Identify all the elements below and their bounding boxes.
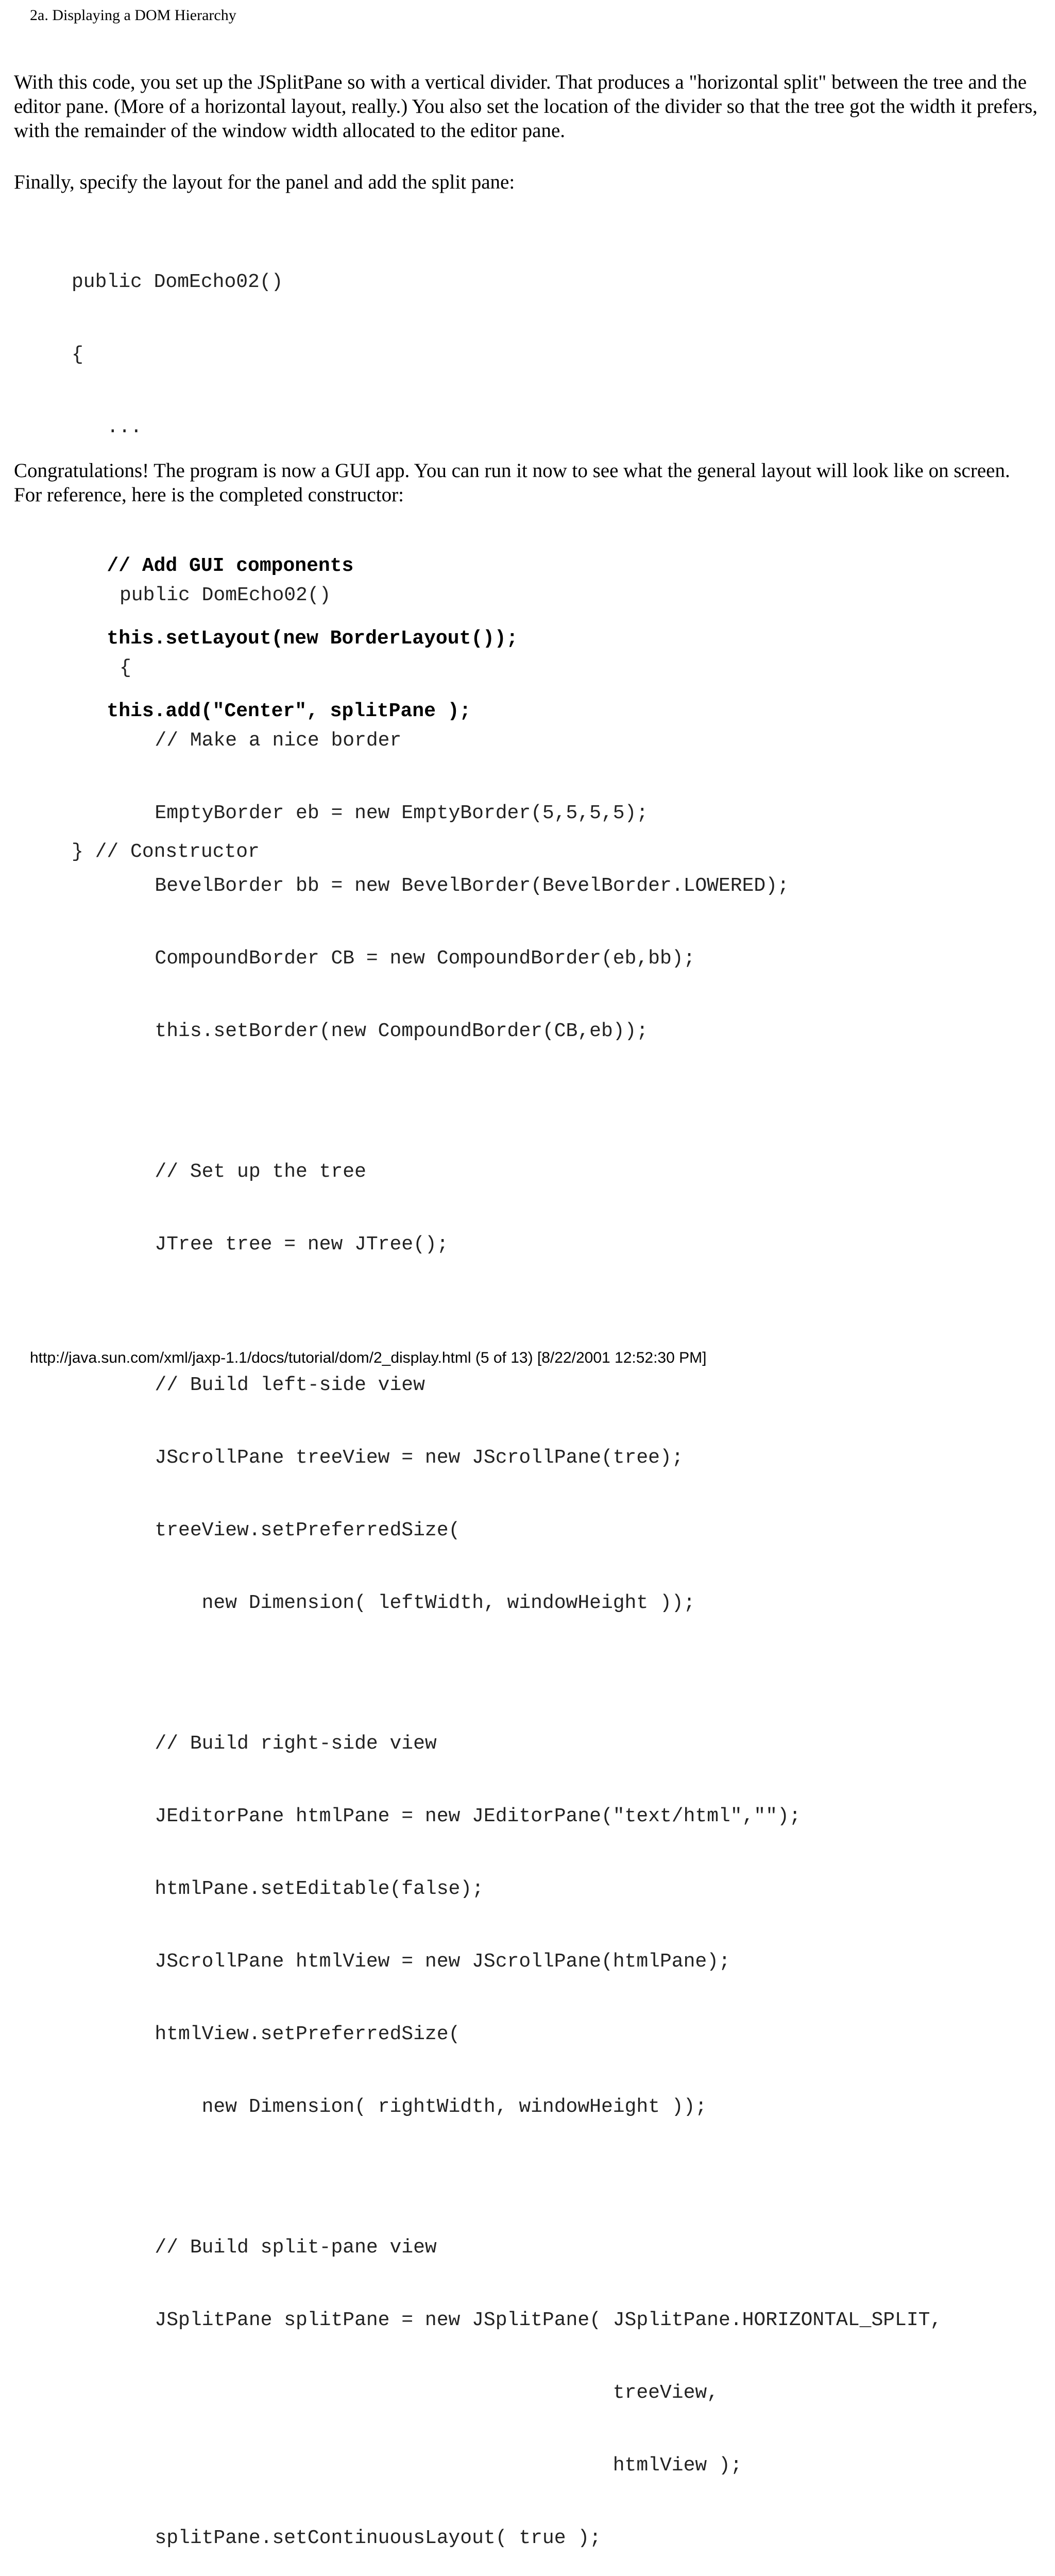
code-line-bold: this.add("Center", splitPane ); (72, 700, 471, 722)
code-line: public DomEcho02() (120, 584, 331, 606)
intro-paragraph: With this code, you set up the JSplitPane so with a vertical divider. That produces a "horizontal split" between the tree and the editor pane. (More of a horizontal layout, really.) You also set the location of the divider so that the tree got the width it prefers, with the remainder of the window width allocated to the editor pane. (14, 71, 1038, 142)
code-line: new Dimension( leftWidth, windowHeight )); (120, 1592, 695, 1614)
code-line: // Make a nice border (120, 730, 402, 752)
code-line: treeView.setPreferredSize( (120, 1519, 461, 1541)
code-line: public DomEcho02() (72, 271, 283, 293)
code-line: htmlPane.setEditable(false); (120, 1878, 484, 1900)
code-line-blank (120, 1092, 942, 1111)
code-line: // Build left-side view (120, 1374, 425, 1396)
code-line: htmlView.setPreferredSize( (120, 2023, 461, 2045)
code-line: splitPane.setContinuousLayout( true ); (120, 2527, 601, 2549)
congratulations-paragraph: Congratulations! The program is now a GUI app. You can run it now to see what the general layout will look like on screen. For reference, here is the completed constructor: (14, 460, 1010, 506)
code-line: htmlView ); (120, 2454, 742, 2477)
code-line: CompoundBorder CB = new CompoundBorder(eb,bb); (120, 947, 695, 970)
code-line: } // Constructor (72, 841, 260, 863)
code-line: JEditorPane htmlPane = new JEditorPane("text/html",""); (120, 1805, 801, 1827)
page-header-title: 2a. Displaying a DOM Hierarchy (30, 7, 236, 24)
code-block-constructor (120, 535, 942, 2576)
code-line: // Build right-side view (120, 1733, 437, 1755)
code-line-blank (120, 1664, 942, 1683)
code-line-blank (120, 2167, 942, 2187)
code-line: JTree tree = new JTree(); (120, 1233, 449, 1256)
code-line: { (72, 344, 83, 366)
code-line: new Dimension( rightWidth, windowHeight )); (120, 2096, 707, 2118)
code-line: // Set up the tree (120, 1161, 366, 1183)
code-line: BevelBorder bb = new BevelBorder(BevelBorder.LOWERED); (120, 875, 789, 897)
code-line: JScrollPane htmlView = new JScrollPane(htmlPane); (120, 1951, 730, 1973)
code-line: treeView, (120, 2382, 719, 2404)
code-line: JSplitPane splitPane = new JSplitPane( JSplitPane.HORIZONTAL_SPLIT, (120, 2309, 942, 2331)
code-line: ... (72, 416, 142, 438)
code-line: JScrollPane treeView = new JScrollPane(tree); (120, 1447, 684, 1469)
footer-url: http://java.sun.com/xml/jaxp-1.1/docs/tutorial/dom/2_display.html (5 of 13) [8/22/2001 12:52:30 PM] (30, 1349, 707, 1366)
code-line-bold: this.setLayout(new BorderLayout()); (72, 628, 518, 650)
code-line: // Build split-pane view (120, 2236, 437, 2259)
code-line-blank (120, 1305, 942, 1325)
code-line: { (120, 657, 131, 679)
code-line: EmptyBorder eb = new EmptyBorder(5,5,5,5); (120, 802, 649, 824)
code-line: this.setBorder(new CompoundBorder(CB,eb)); (120, 1020, 649, 1042)
code-line-bold: // Add GUI components (72, 555, 354, 577)
layout-paragraph: Finally, specify the layout for the panel and add the split pane: (14, 171, 515, 193)
